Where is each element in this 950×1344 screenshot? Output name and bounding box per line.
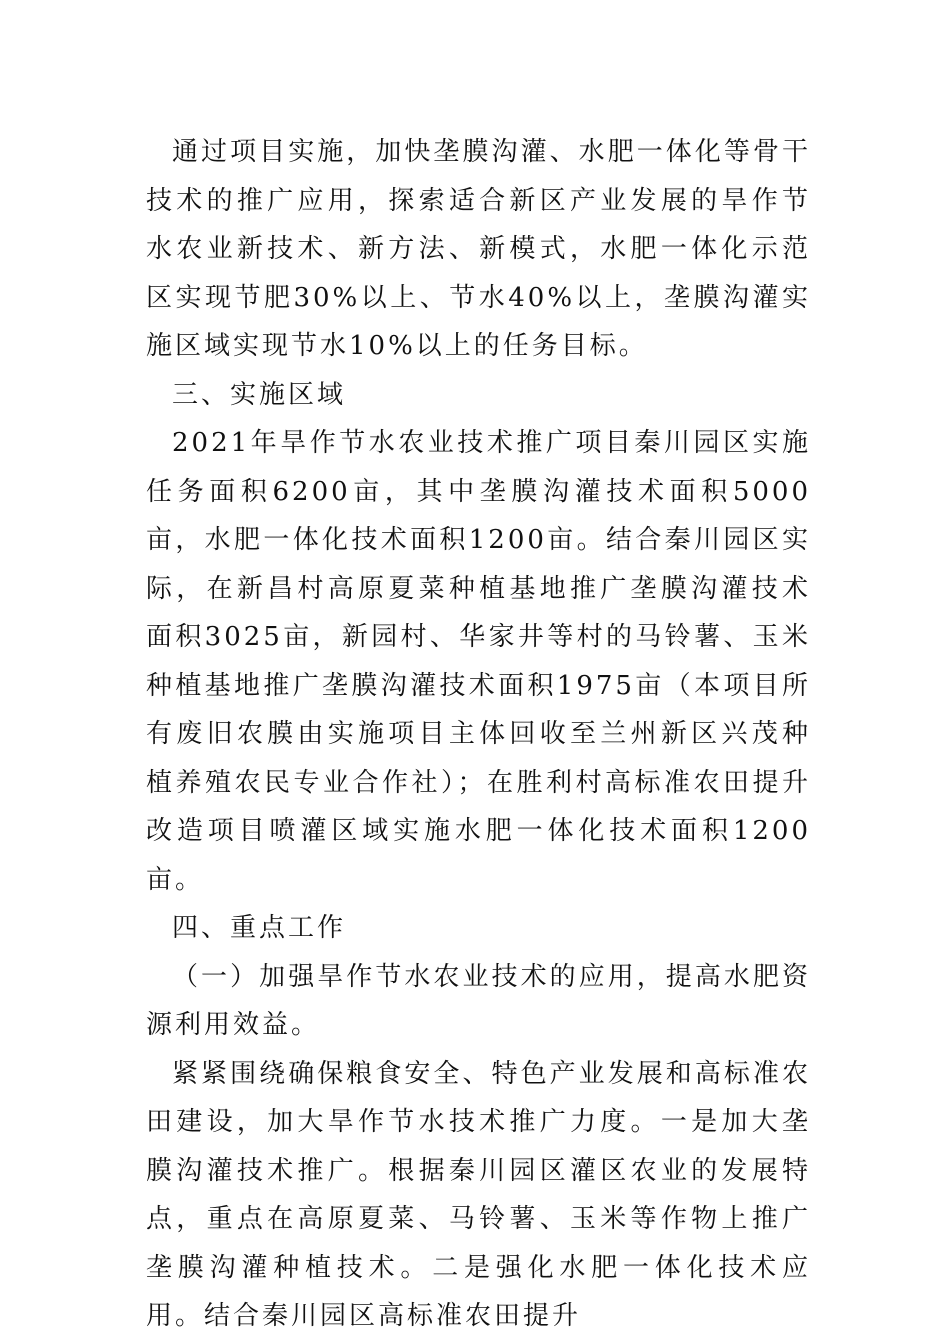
document-body	[146, 128, 811, 1341]
subheading-key-work-1: （一）加强旱作节水农业技术的应用，提高水肥资源利用效益。	[146, 961, 811, 1040]
heading-key-work: 四、重点工作	[172, 913, 347, 943]
heading-implementation-area: 三、实施区域	[172, 379, 347, 410]
paragraph-implementation-area: 2021年旱作节水农业技术推广项目秦川园区实施任务面积6200亩，其中垄膜沟灌技术面积5000亩，水肥一体化技术面积1200亩。结合秦川园区实际，在新昌村高原夏菜种植基地推广垄膜沟灌技术面积3025亩，新园村、华家井等村的马铃薯、玉米种植基地推广垄膜沟灌技术面积1975亩（本项目所有废旧农膜由实施项目主体回收至兰州新区兴茂种植养殖农民专业合作社）；在胜利村高标准农田提升改造项目喷灌区域实施水肥一体化技术面积1200亩。	[146, 428, 811, 895]
paragraph-project-goals: 通过项目实施，加快垄膜沟灌、水肥一体化等骨干技术的推广应用，探索适合新区产业发展的旱作节水农业新技术、新方法、新模式，水肥一体化示范区实现节肥30%以上、节水40%以上，垄膜沟灌实施区域实现节水10%以上的任务目标。	[146, 137, 811, 361]
paragraph-key-work-1: 紧紧围绕确保粮食安全、特色产业发展和高标准农田建设，加大旱作节水技术推广力度。一是加大垄膜沟灌技术推广。根据秦川园区灌区农业的发展特点，重点在高原夏菜、马铃薯、玉米等作物上推广垄膜沟灌种植技术。二是强化水肥一体化技术应用。结合秦川园区高标准农田提升	[146, 1058, 811, 1331]
